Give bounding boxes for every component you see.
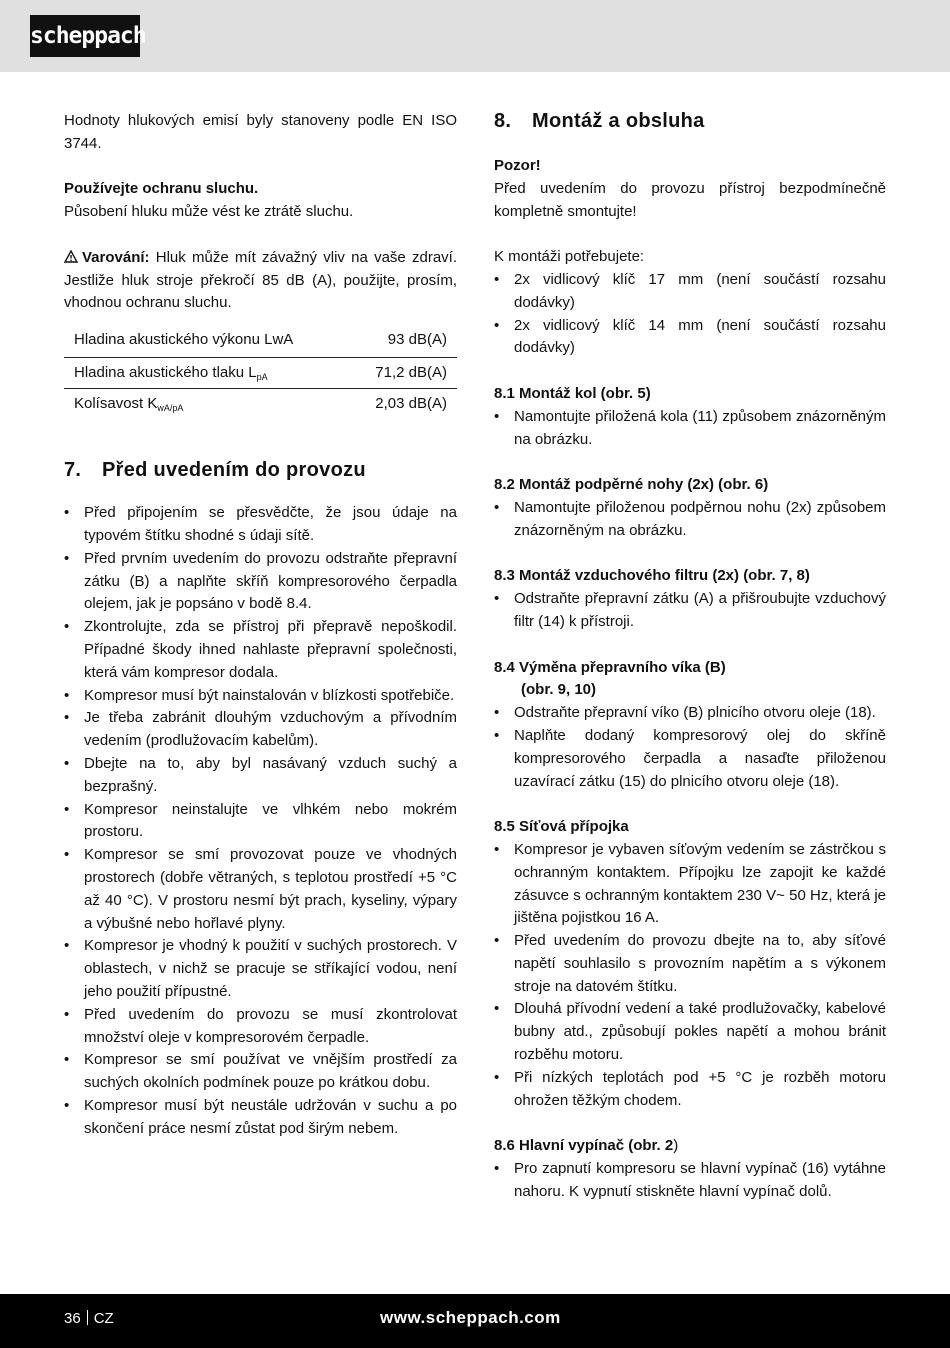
warning-triangle-icon: [64, 250, 78, 263]
noise-intro: Hodnoty hlukových emisí byly stanoveny podle EN ISO 3744.: [64, 112, 457, 152]
list-item: • Dbejte na to, aby byl nasávaný vzduch suchý a bezprašný.: [64, 753, 457, 799]
section-7-heading: 7. Před uvedením do provozu: [64, 459, 366, 482]
list-item: • Kompresor se smí používat ve vnějším prostředí za suchých okolních podmínek pouze po krátkou dobu.: [64, 1049, 457, 1095]
tools-list: [494, 269, 886, 360]
list-item: • Kompresor je vybaven síťovým vedením se zástrčkou s ochranným kontaktem. Přípojku lze zapojit ke každé zásuvce s ochranným kontaktem 230 V~ 50 Hz, která je jištěna pojistkou 16 A.: [494, 839, 886, 930]
table-row: [64, 389, 457, 420]
caution-label: Pozor!: [494, 157, 541, 174]
list-item: • Kompresor je vhodný k použití v suchých prostorech. V oblastech, v nichž se pracuje se stříkající vodou, není jeho použití přípustné.: [64, 935, 457, 1003]
table-cell-value: 93 dB(A): [348, 324, 457, 358]
section-8-5-title: 8.5 Síťová přípojka: [494, 818, 629, 836]
list-item: • Kompresor musí být neustále udržován v suchu a po skončení práce nesmí zůstat pod širým nebem.: [64, 1095, 457, 1141]
section-8-6-title: 8.6 Hlavní vypínač (obr. 2): [494, 1137, 679, 1155]
table-row: [64, 324, 457, 358]
list-item: • Je třeba zabránit dlouhým vzduchovým a přívodním vedením (prodlužovacím kabelům).: [64, 707, 457, 753]
page-header: [0, 0, 950, 72]
page-number: 36 CZ: [64, 1310, 114, 1327]
section-8-1-title: 8.1 Montáž kol (obr. 5): [494, 384, 651, 402]
right-column: [494, 110, 886, 1204]
caution-text: Před uvedením do provozu přístroj bezpodmínečně kompletně smontujte!: [494, 179, 886, 220]
tools-intro: K montáži potřebujete:: [494, 248, 645, 266]
section-8-heading: 8. Montáž a obsluha: [494, 110, 705, 132]
list-item: • Odstraňte přepravní víko (B) plnicího otvoru oleje (18).: [494, 702, 886, 725]
list-item: • Dlouhá přívodní vedení a také prodlužovačky, kabelové bubny atd., způsobují pokles napětí a mohou bránit rozběhu motoru.: [494, 998, 886, 1066]
list-item: • Namontujte přiloženou podpěrnou nohu (2x) způsobem znázorněným na obrázku.: [494, 497, 886, 543]
page-footer: [0, 1294, 950, 1348]
section-7-list: [64, 502, 457, 1140]
section-8-4-subtitle: (obr. 9, 10): [521, 681, 597, 699]
list-item: • Kompresor musí být nainstalován v blízkosti spotřebiče.: [64, 685, 457, 708]
section-8-4-title: 8.4 Výměna přepravního víka (B): [494, 658, 726, 676]
list-item: • Před prvním uvedením do provozu odstraňte přepravní zátku (B) a naplňte skříň kompresorového čerpadla olejem, jak je popsáno v bodě 8.4.: [64, 548, 457, 616]
warning-text: Hluk může mít závažný vliv na vaše zdraví. Jestliže hluk stroje překročí 85 dB (A), použijte, prosím, vhodnou ochranu sluchu.: [64, 248, 457, 312]
section-8-3-list: [494, 588, 886, 634]
section-8-1-list: [494, 406, 886, 452]
list-item: • 2x vidlicový klíč 14 mm (není součástí rozsahu dodávky): [494, 315, 886, 361]
list-item: • Kompresor neinstalujte ve vlhkém nebo mokrém prostoru.: [64, 799, 457, 845]
table-row: [64, 358, 457, 389]
list-item: • Před připojením se přesvědčte, že jsou údaje na typovém štítku shodné s údaji sítě.: [64, 502, 457, 548]
section-8-5-list: [494, 839, 886, 1113]
list-item: • Zkontrolujte, zda se přístroj při přepravě nepoškodil. Případné škody ihned nahlaste přepravní společnosti, která vám kompresor dodala.: [64, 616, 457, 684]
ear-protection-text: Působení hluku může vést ke ztrátě sluchu.: [64, 203, 354, 221]
section-8-4-list: [494, 702, 886, 793]
website-link[interactable]: www.scheppach.com: [380, 1308, 561, 1327]
list-item: • Namontujte přiložená kola (11) způsobem znázorněným na obrázku.: [494, 406, 886, 452]
section-8-2-list: [494, 497, 886, 543]
left-column: [64, 110, 457, 1140]
list-item: • Před uvedením do provozu se musí zkontrolovat množství oleje v kompresorovém čerpadle.: [64, 1004, 457, 1050]
brand-logo: scheppach: [30, 15, 140, 57]
footer-divider: [87, 1310, 88, 1325]
list-item: • Před uvedením do provozu dbejte na to, aby síťové napětí souhlasilo s provozním napětím a s výkonem stroje na datovém štítku.: [494, 930, 886, 998]
ear-protection-title: Používejte ochranu sluchu.: [64, 180, 259, 198]
table-cell-label: Hladina akustického výkonu LwA: [64, 324, 348, 358]
noise-table: [64, 324, 457, 419]
table-cell-value: 2,03 dB(A): [375, 394, 447, 412]
section-8-3-title: 8.3 Montáž vzduchového filtru (2x) (obr. 7, 8): [494, 567, 810, 585]
warning-paragraph: [64, 247, 457, 315]
list-item: • 2x vidlicový klíč 17 mm (není součástí rozsahu dodávky): [494, 269, 886, 315]
section-8-2-title: 8.2 Montáž podpěrné nohy (2x) (obr. 6): [494, 476, 769, 494]
warning-label: Varování:: [82, 248, 150, 266]
list-item: • Naplňte dodaný kompresorový olej do skříně kompresorového čerpadla a nasaďte přiloženou uzavírací zátku (15) do plnicího otvoru oleje (18).: [494, 725, 886, 793]
table-cell-value: 71,2 dB(A): [348, 358, 457, 389]
list-item: • Při nízkých teplotách pod +5 °C je rozběh motoru ohrožen těžkým chodem.: [494, 1067, 886, 1113]
list-item: • Pro zapnutí kompresoru se hlavní vypínač (16) vytáhne nahoru. K vypnutí stiskněte hlavní vypínač dolů.: [494, 1158, 886, 1204]
list-item: • Odstraňte přepravní zátku (A) a přišroubujte vzduchový filtr (14) k přístroji.: [494, 588, 886, 634]
table-cell-label: Hladina akustického tlaku $L_{pA}$: [64, 358, 348, 389]
list-item: • Kompresor se smí provozovat pouze ve vhodných prostorech (dobře větraných, s teplotou prostředí +5 °C až 40 °C). V prostoru nesmí být prach, kyseliny, výpary a výbušné nebo hořlavé plyny.: [64, 844, 457, 935]
table-cell-label: Kolísavost $K_{wA/pA}$: [74, 394, 184, 413]
section-8-6-list: [494, 1158, 886, 1204]
